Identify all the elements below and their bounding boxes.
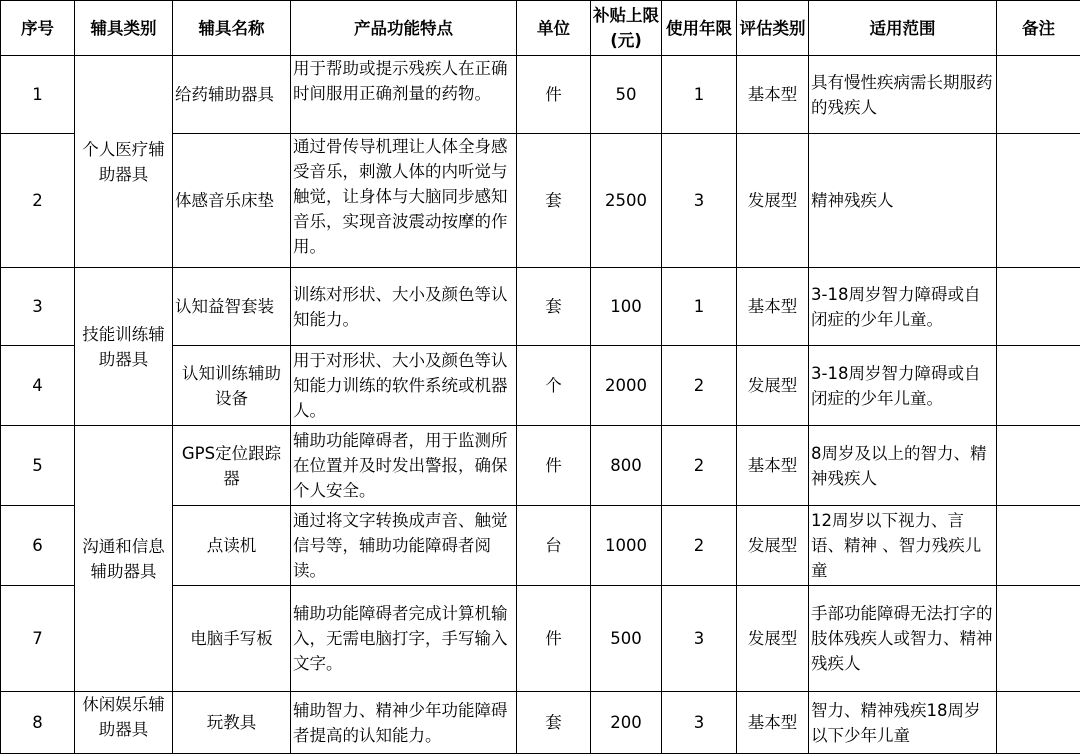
row-index: 2 xyxy=(1,134,75,268)
row-scope: 手部功能障碍无法打字的肢体残疾人或智力、精神残疾人 xyxy=(809,586,997,692)
row-eval-type: 基本型 xyxy=(737,56,809,134)
row-subsidy: 50 xyxy=(591,56,662,134)
row-note xyxy=(997,506,1080,586)
row-note xyxy=(997,134,1080,268)
header-eval-type: 评估类别 xyxy=(737,1,809,56)
row-name: 点读机 xyxy=(173,506,291,586)
row-name: 玩教具 xyxy=(173,692,291,754)
row-features: 辅助功能障碍者完成计算机输入，无需电脑打字，手写输入文字。 xyxy=(291,586,517,692)
category-cell: 个人医疗辅助器具 xyxy=(75,56,173,268)
row-name: GPS定位跟踪器 xyxy=(173,426,291,506)
row-subsidy: 800 xyxy=(591,426,662,506)
row-eval-type: 基本型 xyxy=(737,426,809,506)
row-unit: 台 xyxy=(517,506,591,586)
table-row xyxy=(1,426,1080,506)
row-note xyxy=(997,692,1080,754)
table-row xyxy=(1,268,1080,346)
row-name: 电脑手写板 xyxy=(173,586,291,692)
row-scope: 智力、精神残疾18周岁以下少年儿童 xyxy=(809,692,997,754)
row-note xyxy=(997,346,1080,426)
header-scope: 适用范围 xyxy=(809,1,997,56)
row-years: 1 xyxy=(662,56,737,134)
row-scope: 精神残疾人 xyxy=(809,134,997,268)
category-cell: 技能训练辅助器具 xyxy=(75,268,173,426)
row-features: 通过将文字转换成声音、触觉信号等，辅助功能障碍者阅读。 xyxy=(291,506,517,586)
row-index: 3 xyxy=(1,268,75,346)
table-row xyxy=(1,692,1080,754)
row-unit: 件 xyxy=(517,586,591,692)
row-subsidy: 1000 xyxy=(591,506,662,586)
row-index: 7 xyxy=(1,586,75,692)
header-row xyxy=(1,1,1080,56)
row-index: 8 xyxy=(1,692,75,754)
row-features: 用于对形状、大小及颜色等认知能力训练的软件系统或机器人。 xyxy=(291,346,517,426)
row-scope: 8周岁及以上的智力、精神残疾人 xyxy=(809,426,997,506)
row-eval-type: 基本型 xyxy=(737,692,809,754)
row-name: 认知益智套装 xyxy=(173,268,291,346)
row-unit: 个 xyxy=(517,346,591,426)
row-subsidy: 500 xyxy=(591,586,662,692)
row-name: 给药辅助器具 xyxy=(173,56,291,134)
row-scope: 12周岁以下视力、言语、精神 、智力残疾儿童 xyxy=(809,506,997,586)
row-note xyxy=(997,426,1080,506)
row-eval-type: 发展型 xyxy=(737,586,809,692)
row-name: 体感音乐床垫 xyxy=(173,134,291,268)
row-scope: 3-18周岁智力障碍或自闭症的少年儿童。 xyxy=(809,268,997,346)
row-years: 2 xyxy=(662,346,737,426)
header-years: 使用年限 xyxy=(662,1,737,56)
table-row xyxy=(1,56,1080,134)
category-cell: 休闲娱乐辅助器具 xyxy=(75,692,173,754)
header-index: 序号 xyxy=(1,1,75,56)
row-subsidy: 2500 xyxy=(591,134,662,268)
row-eval-type: 发展型 xyxy=(737,346,809,426)
row-eval-type: 发展型 xyxy=(737,134,809,268)
row-years: 2 xyxy=(662,506,737,586)
row-years: 3 xyxy=(662,692,737,754)
row-note xyxy=(997,56,1080,134)
row-years: 1 xyxy=(662,268,737,346)
row-subsidy: 2000 xyxy=(591,346,662,426)
row-scope: 3-18周岁智力障碍或自闭症的少年儿童。 xyxy=(809,346,997,426)
row-unit: 套 xyxy=(517,134,591,268)
row-unit: 件 xyxy=(517,56,591,134)
row-years: 3 xyxy=(662,134,737,268)
row-note xyxy=(997,586,1080,692)
row-index: 5 xyxy=(1,426,75,506)
category-cell: 沟通和信息辅助器具 xyxy=(75,426,173,692)
row-features: 训练对形状、大小及颜色等认知能力。 xyxy=(291,268,517,346)
header-note: 备注 xyxy=(997,1,1080,56)
row-name: 认知训练辅助设备 xyxy=(173,346,291,426)
header-name: 辅具名称 xyxy=(173,1,291,56)
row-features: 辅助智力、精神少年功能障碍者提高的认知能力。 xyxy=(291,692,517,754)
row-unit: 件 xyxy=(517,426,591,506)
row-years: 2 xyxy=(662,426,737,506)
row-subsidy: 200 xyxy=(591,692,662,754)
row-eval-type: 发展型 xyxy=(737,506,809,586)
row-features: 辅助功能障碍者，用于监测所在位置并及时发出警报，确保个人安全。 xyxy=(291,426,517,506)
row-note xyxy=(997,268,1080,346)
row-eval-type: 基本型 xyxy=(737,268,809,346)
row-scope: 具有慢性疾病需长期服药的残疾人 xyxy=(809,56,997,134)
row-unit: 套 xyxy=(517,692,591,754)
row-unit: 套 xyxy=(517,268,591,346)
row-features: 用于帮助或提示残疾人在正确时间服用正确剂量的药物。 xyxy=(291,56,517,134)
header-features: 产品功能特点 xyxy=(291,1,517,56)
row-index: 4 xyxy=(1,346,75,426)
header-category: 辅具类别 xyxy=(75,1,173,56)
header-subsidy: 补贴上限(元) xyxy=(591,1,662,56)
row-years: 3 xyxy=(662,586,737,692)
row-features: 通过骨传导机理让人体全身感受音乐，刺激人体的内听觉与触觉，让身体与大脑同步感知音乐，实现音波震动按摩的作用。 xyxy=(291,134,517,268)
header-unit: 单位 xyxy=(517,1,591,56)
row-index: 6 xyxy=(1,506,75,586)
row-index: 1 xyxy=(1,56,75,134)
row-subsidy: 100 xyxy=(591,268,662,346)
